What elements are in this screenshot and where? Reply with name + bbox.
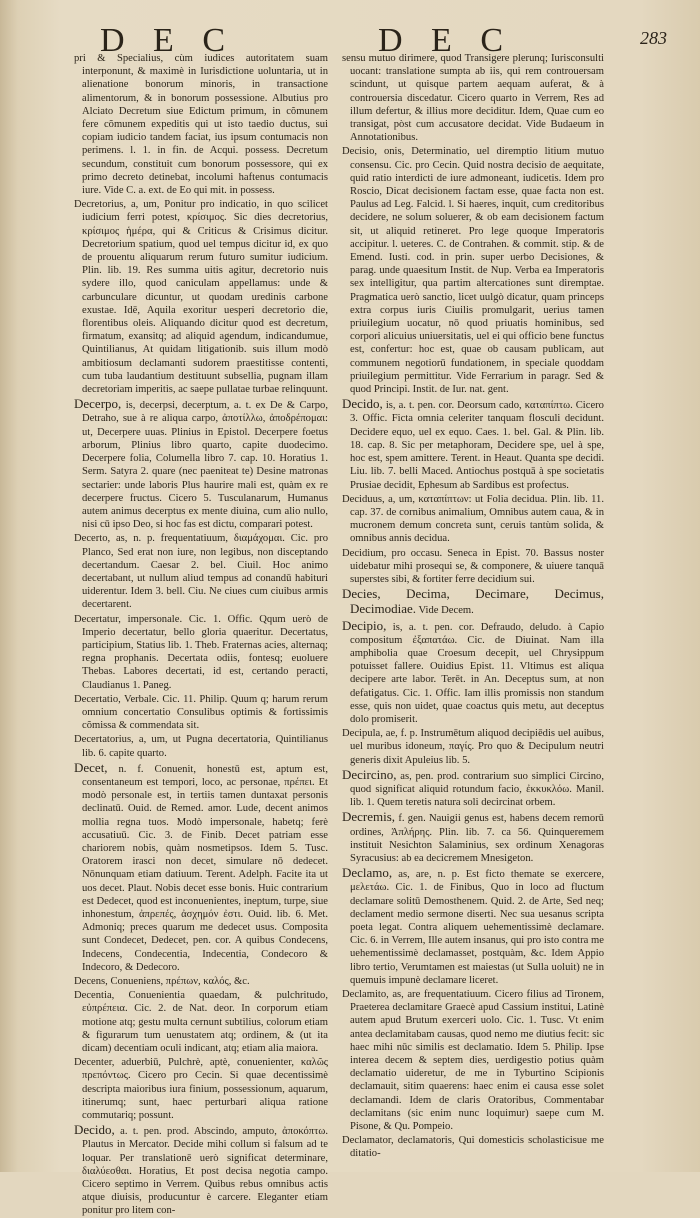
dictionary-entry <box>342 587 604 617</box>
dictionary-entry <box>74 761 328 974</box>
dictionary-entry <box>342 619 604 727</box>
entry-text: a. t. pen. prod. Abscindo, amputo, ἀποκόπτω. Plautus in Mercator. Decide mihi collum si falsum ad te loquar. Per translationē uerò significat determinare, διαλύεσθαι. Horatius, Et post decisa negotia campo. Cicero septimo in Verrem. Quibus rebus omnibus actis atque diuisis, producuntur è carcere. Eleganter etiam ponitur pro litem con- <box>82 1126 329 1217</box>
entry-text: Decenter, aduerbiū, Pulchrè, aptè, conuenienter, καλῶς πρεπόντως. Cicero pro Cecin. Si quae decentissimè descripta maioribus iura finium, possessionum, aquarum, itinerumq; sunt, haec perturbari aliqua ratione commutariq; possunt. <box>74 1057 328 1122</box>
dictionary-entry <box>74 1123 328 1217</box>
entry-text: n. f. Conuenit, honestū est, aptum est, consentaneum est tempori, loco, ac personae, πρέπει. Et modò personale est, in tertiis tamen duntaxat personis declinatū. Ouid. de Remed. amor. Lude, decent animos mollia regna tuos. Modò impersonale, habetq; ferè accusatiuū. Cic. 3. de Finib. Decet patriam esse chariorem nobis, quàm nosmetipsos. Idem 5. Tusc. Oratorem irasci non decet, simulare nō dedecet. Nōnunquam etiam datiuum. Terent. Adelph. Facite ita ut uos decet. Plaut. Nobis decet esse bonis. Huic contrarium est Dedecet, quod est inconuenientes, ineptum, turpe, siue inhonestum, ἀπρεπές, ἀσχημόν ἐστι. Ouid. lib. 6. Met. Admoniq; preces quarum me dedecet usus. Composita sunt Condecet, Dedecet, pen. cor. A quibus Condecens, Indecens, Condecentia, Indecentia, Condecoro & Indecoro, & Dedecoro. <box>82 763 328 973</box>
entry-text: Deciduus, a, um, καταπίπτων: ut Folia decidua. Plin. lib. 11. cap. 37. de cornibus animalium, Omnibus autem caua, & in mucronem demum concreta sunt, ceruis tantùm solida, & omnibus annis decidua. <box>342 493 604 545</box>
dictionary-entry <box>74 532 328 611</box>
entry-lemma: Decet, <box>74 759 108 775</box>
entry-text: Decertatio, Verbale. Cic. 11. Philip. Quum q; harum rerum omnium concertatio Consulibus optimis & fortissimis cõmissa & commendata sit. <box>74 693 328 732</box>
entry-text: Declamito, as, are frequentatiuum. Cicero filius ad Tironem, Praeterea declamitare Graecè apud Cassium institui, Latinè autem apud Brutum exerceri uolo. Cic. 1. Tusc. Vt enim antea declamitabam causas, quod nemo me diutius fecit: sic haec mihi nūc similis est declamatio. Idem 5. Philip. Ipse interea decem & septem dies, uerdigestio potius quàm declamatio uideretur, de me in Tyburtino Scipionis declamauit, sitim quaerens: haec enim ei causa esse solet declamandi. Idem de claris Oratoribus, Commentabar declamitans (sic enim nunc loquimur) saepe cum M. Pisone, & Qu. Pompeio. <box>342 989 604 1133</box>
entry-text: Declamator, declamatoris, Qui domesticis scholasticisue me ditatio- <box>342 1135 604 1160</box>
entry-lemma: Declamo, <box>342 865 393 881</box>
dictionary-entry <box>342 145 604 396</box>
right-column <box>342 52 604 1160</box>
entry-text: is, decerpsi, decerptum, a. t. ex De & Carpo, Detraho, sue à re aliqua carpo, ἀποτίλλω, ἀποδρέπομαι: ut, Decerpere uuas. Plinius in Epistol. Decerpere foetus arborum, Plinius libro quarto, capite duodecimo. Decerpere folia, Columella libro 7. cap. 10. Horatius 1. Serm. Satyra 2. quare (nec paeniteat te) Desine matronas sectarier: unde laboris Plus haurire mali est, quàm ex re decerpere fructus. Cicero 5. Tusculanarum, Humanus autem animus decerptus ex mente diuina, cum alio nullo, nisi cū ipso Deo, si hoc fas est dictu, comparari potest. <box>82 400 328 531</box>
right-running-head: D E C <box>378 22 513 59</box>
entry-text: Decisio, onis, Determinatio, uel diremptio litium mutuo consensu. Cic. pro Cecin. Quid nostra decisio de aequitate, quid ratio interdicti de iure admoneant, iudicetis. Idem pro Roscio, Dicat decisionem factam esse, quae facta non est. Paulus ad Leg. Falcid. l. Si haeres, inquit, cum creditoribus decidere, ne solum soluerer, & ob eam decisionem factum sit, ut aliquid retineret. Pro lege quoque Imperatoris accipitur. l. ueteres. C. de Contrahen. & commit. stip. & de Emend. Iusti. cod. in prin. super uerbo Decisiones, & parag. unde quaesitum Instit. de Nup. Verba ea Imperatoris sex intelligitur, qua partim altercationes sunt diremptae. Pragmatica uerò sanctio, licet uulgò dicatur, quam princeps extra corpus iuris Ciuilis promulgarit, uerius tamen priuilegium uocatur, nō quod priuatis hominibus, sed corpori alicuius uniuersitatis, uel ei qui officio bene functus est, confertur: hoc est, quae ob causam publicam, aut communem negotiorū fundationem, in speciale quoddam priuilegium permittitur. Vide Ferrarium in paragr. Sed & quod Principi. Instit. de Iur. nat. gent. <box>342 146 604 396</box>
entry-text: Decentia, Conuenientia quaedam, & pulchritudo, εὐπρέπεια. Cic. 2. de Nat. deor. In corporum etiam motione atq; gestu multa cernunt subtilius, colorum etiam & figurarum tum uenustatem atq; ordinem, & (ut ita dicam) decentiam oculi indicant, atq; etiam alia maiora. <box>74 990 328 1055</box>
left-column <box>74 52 329 1217</box>
dictionary-entry <box>342 727 604 767</box>
entry-text: sensu mutuo dirimere, quod Transigere plerunq; Iurisconsulti uocant: translatione sumpta ab iis, qui rem controuersam scindunt, ut quisque partem aequam auferat, & à controuersia discedatur. Cicero quarto in Verrem, Res ad illum defertur, & illius more deciditur. Idem, Quae cum eo transigat, pòst cum accusatore decidat. Vide Budaeum in Annotationibus. <box>342 53 604 144</box>
entry-text: as, pen. prod. contrarium suo simplici Circino, quod significat aliquid rotundum facio, ἐκκυκλόω. Manil. lib. 1. Quem teretis natura soli decircinat orbem. <box>350 770 604 809</box>
entry-text: is, a. t. pen. cor. Deorsum cado, καταπίπτω. Cicero 3. Offic. Ficta omnia celeriter tanquam flosculi decidunt. Decidere equo, uel ex equo. Caes. 1. bel. Gal. & Plin. lib. 18. cap. 8. Sic per metaphoram, Decidere spe, uel à spe, hoc est, spem amittere. Terent. in Heaut. Quanta spe decidi. Liu. lib. 7. belli Maced. Antiochus postquā à spe societatis Prusiae decidit, Ephesum ab Sardibus est profectus. <box>350 400 604 491</box>
entry-text: Decerto, as, n. p. frequentatiuum, διαμάχομαι. Cic. pro Planco, Sed erat non iure, non legibus, non disceptando decertandum. Caesar 2. bel. Ciuil. Hoc animo decertabant, ut nullum aliud tempus ad conandū habituri uiderentur. Idem 3. bell. Ciu. Ne ciues cum ciuibus armis decertarent. <box>74 533 328 611</box>
entry-lemma: Decircino, <box>342 766 397 782</box>
left-running-head: D E C <box>100 22 235 59</box>
dictionary-entry <box>342 1134 604 1160</box>
dictionary-entry <box>74 52 328 197</box>
entry-text: Decipula, ae, f. p. Instrumētum aliquod decipiēdis uel auibus, uel muribus idoneum, παγίς. Pro quo & Decipulum neutri generis dixit Apuleius lib. 5. <box>342 728 604 766</box>
entry-text: Decidium, pro occasu. Seneca in Epist. 70. Bassus noster uidebatur mihi prosequi se, & componere, & uiuere tanquā superstes sibi, & fortiter ferre decidium sui. <box>342 547 604 585</box>
dictionary-entry <box>74 198 328 396</box>
entry-lemma: Decremis, <box>342 809 396 825</box>
entry-text: pri & Specialius, cùm iudices autoritatem suam interponunt, & maximè in Iurisdictione uoluntaria, ut in alienatione bonorum minoris, in transactione alimentorum, & in bonorum possessione. Albutius pro Alciato Decretum siue Edictum primum, in cõmunem fere cõmunem expeditis qui ut isto taedio ductus, sui copiam iudicio tandem faciat, ius ipsum contumacis non perimens. l. 1. in fin. de Acqui. possess. Decretum secundum, constituit cum bonorum possessore, qui ex primo decreto detinebat, incolumi haftenus contumacis iure. Vide C. a. ext. de Eo qui mit. in possess. <box>74 53 328 197</box>
dictionary-entry <box>342 988 604 1133</box>
entry-text: is, a. t. pen. cor. Defraudo, deludo. à Capio compositum ἐξαπατάω. Cic. de Diuinat. Nam illa amphibolia quae Croesum decepit, uel Chrysippum potuisset fallere. Ouidius Epist. 11. Vltimus est aliqua decipere arte labor. Terēt. in An. Deceptus sum, at non defatigatus. Cic. 1. Offic. Iam illis promissis non standum esse, quis non uidet, quae coactus quis metu, aut deceptus dolo promiserit. <box>350 621 604 725</box>
entry-text: Decertatur, impersonale. Cic. 1. Offic. Qqum uerò de Imperio decertatur, bello gloria quaeritur. Decertatus, participium, Statius lib. 1. Theb. Fraternas acies, alternaq; regna prophanis. Decertata odiis, fontesq; euoluere Thebas. Labores decertati, id est, certando peracti, Claudianus 1. Paneg. <box>74 613 328 691</box>
dictionary-entry <box>74 693 328 733</box>
dictionary-entry <box>74 1056 328 1122</box>
entry-text: Decertatorius, a, um, ut Pugna decertatoria, Quintilianus lib. 6. capite quarto. <box>74 734 328 759</box>
entry-lemma: Decido, <box>74 1122 115 1138</box>
entry-lemma: Decerpo, <box>74 396 122 412</box>
dictionary-entry <box>342 768 604 810</box>
dictionary-entry <box>342 547 604 587</box>
entry-text: Vide Decem. <box>418 605 474 617</box>
dictionary-entry <box>342 810 604 865</box>
entry-text: Decens, Conueniens, πρέπων, καλός, &c. <box>74 976 250 988</box>
entry-lemma: Decipio, <box>342 617 387 633</box>
entry-text: as, are, n. p. Est ficto themate se exercere, μελετάω. Cic. 1. de Finibus, Quo in loco ad fluctum declamare solitū Demosthenem. Quid. 2. de Arte, Sed neq; declament medio sermone diserti. Nec sua uesanus scripta poeta legat. Contra aliquem uehementissimè declamare. Cic. 6. in Verrem, Ille autem insanus, qui pro isto contra me uehementissimè declamasset, postquàm, &c. Idem Appio libro tertio, Verumtamen est maiestas (ut Sulla uoluit) ne in quemuis impunè declamare liceret. <box>350 869 604 986</box>
dictionary-entry <box>74 397 328 531</box>
page-number: 283 <box>640 28 667 48</box>
dictionary-entry <box>74 613 328 692</box>
dictionary-entry <box>342 52 604 144</box>
dictionary-entry <box>342 866 604 987</box>
dictionary-entry <box>74 989 328 1055</box>
dictionary-entry <box>74 975 328 988</box>
entry-text: Decretorius, a, um, Ponitur pro indicatio, in quo scilicet iudicium ferri potest, κρίσιμος. Sic dies decretorius, κρίσιμος ἡμέρα, qui & Criticus & Crisimus dicitur. Decretorium spatium, quod uel tempus dicitur id, ex quo de prouentu aliquarum rerum futuro sumitur iudicium. Plin. lib. 19. Res summa uitis agitur, decretorio nuis sydere illo, quod caniculam appellamus: unde & carbunculare dicuntur, ut quodam uredinis carbone exustae. Idē, Aquila exoritur uesperi decretorio die, florentibus oleis. Aliquando dicitur quod est decretum, firmatum, exansitq; ad aliquid agendum, indicandumue, Quintilianus, At quidam litigationib. suis illum modò ambitiosum declamanti sudorem praestitisse contenti, cum tuba laudantium destituunt subsellia, pugnam illam decretoriam imperitis, ac saepe pullatae turbae relinquunt. <box>74 199 328 396</box>
entry-text: f. gen. Nauigii genus est, habens decem remorū ordines, Ἀπλήρης. Plin. lib. 7. ca 56. Quinqueremem instituit Nesichton Salaminius, sex ordinum Xenagoras Syracusius: ab ea decicremem Mnesigeton. <box>350 813 604 864</box>
entry-lemma: Decido, <box>342 396 383 412</box>
dictionary-entry <box>342 493 604 546</box>
dictionary-entry <box>342 397 604 491</box>
dictionary-entry <box>74 733 328 759</box>
entry-lemma: Decies, Decima, Decimare, Decimus, Decimodiae. <box>342 586 604 617</box>
